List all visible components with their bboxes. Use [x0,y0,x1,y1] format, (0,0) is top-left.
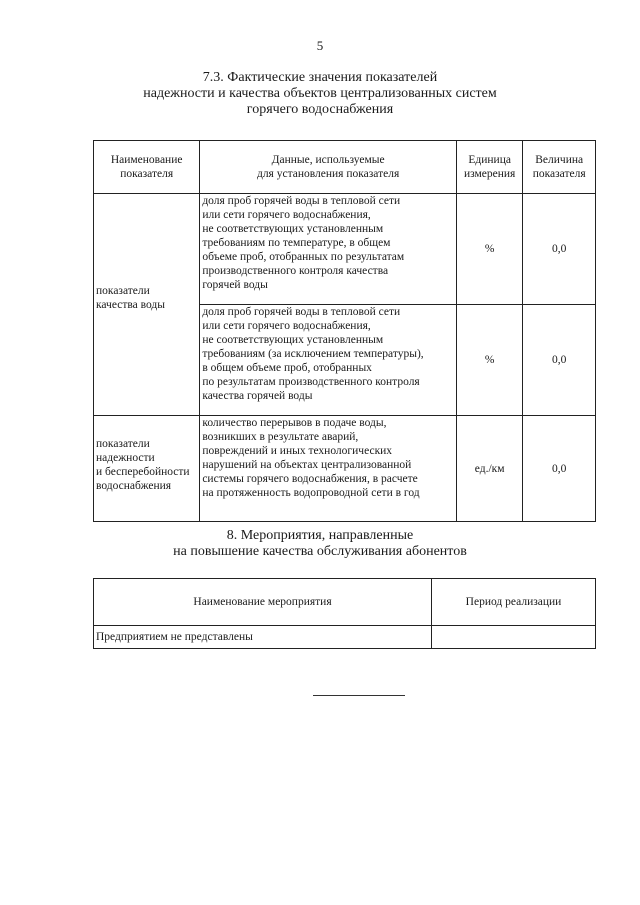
row-unit: ед./км [456,416,522,522]
page-number: 5 [316,38,324,53]
section-7-3-title-line: 7.3. Фактические значения показателей [202,70,438,85]
row-description: количество перерывов в подаче воды, возникших в результате аварий, повреждений и иных технологических нарушений на объектах централизованной системы горячего водоснабжения, в расчете на протяженность водопроводной сети в год [200,416,457,522]
row-value: 0,0 [523,194,596,305]
row-value: 0,0 [523,305,596,416]
table-header-row [94,141,596,194]
table-header-row [94,579,596,626]
header-unit: Единица измерения [456,141,522,194]
header-value: Величина показателя [523,141,596,194]
section-7-3-title-line: надежности и качества объектов централизованных систем [143,86,497,101]
category-reliability: показатели надежности и бесперебойности водоснабжения [94,416,200,522]
indicators-table [93,140,596,522]
measures-table [93,578,596,649]
category-water-quality: показатели качества воды [94,194,200,416]
section-8-title-line: 8. Мероприятия, направленные [226,528,414,543]
header-indicator-name: Наименование показателя [94,141,200,194]
section-8-title-line: на повышение качества обслуживания абонентов [173,544,467,559]
section-8-title [0,528,640,560]
header-period: Период реализации [432,579,596,626]
table-row [94,194,596,305]
table-row [94,416,596,522]
row-description: доля проб горячей воды в тепловой сети или сети горячего водоснабжения, не соответствующих установленным требованиям по температуре, в общем объеме проб, отобранных по результатам производственного контроля качества горячей воды [200,194,457,305]
row-unit: % [456,305,522,416]
section-7-3-title [0,70,640,118]
measure-period [432,626,596,649]
measure-name: Предприятием не представлены [94,626,432,649]
row-value: 0,0 [523,416,596,522]
signature-line [313,695,405,696]
row-unit: % [456,194,522,305]
table-row [94,626,596,649]
header-measure-name: Наименование мероприятия [94,579,432,626]
section-7-3-title-line: горячего водоснабжения [246,102,394,117]
row-description: доля проб горячей воды в тепловой сети или сети горячего водоснабжения, не соответствующих установленным требованиям (за исключением температуры), в общем объеме проб, отобранных по результатам производственного контроля качества горячей воды [200,305,457,416]
header-data-used: Данные, используемые для установления показателя [200,141,457,194]
